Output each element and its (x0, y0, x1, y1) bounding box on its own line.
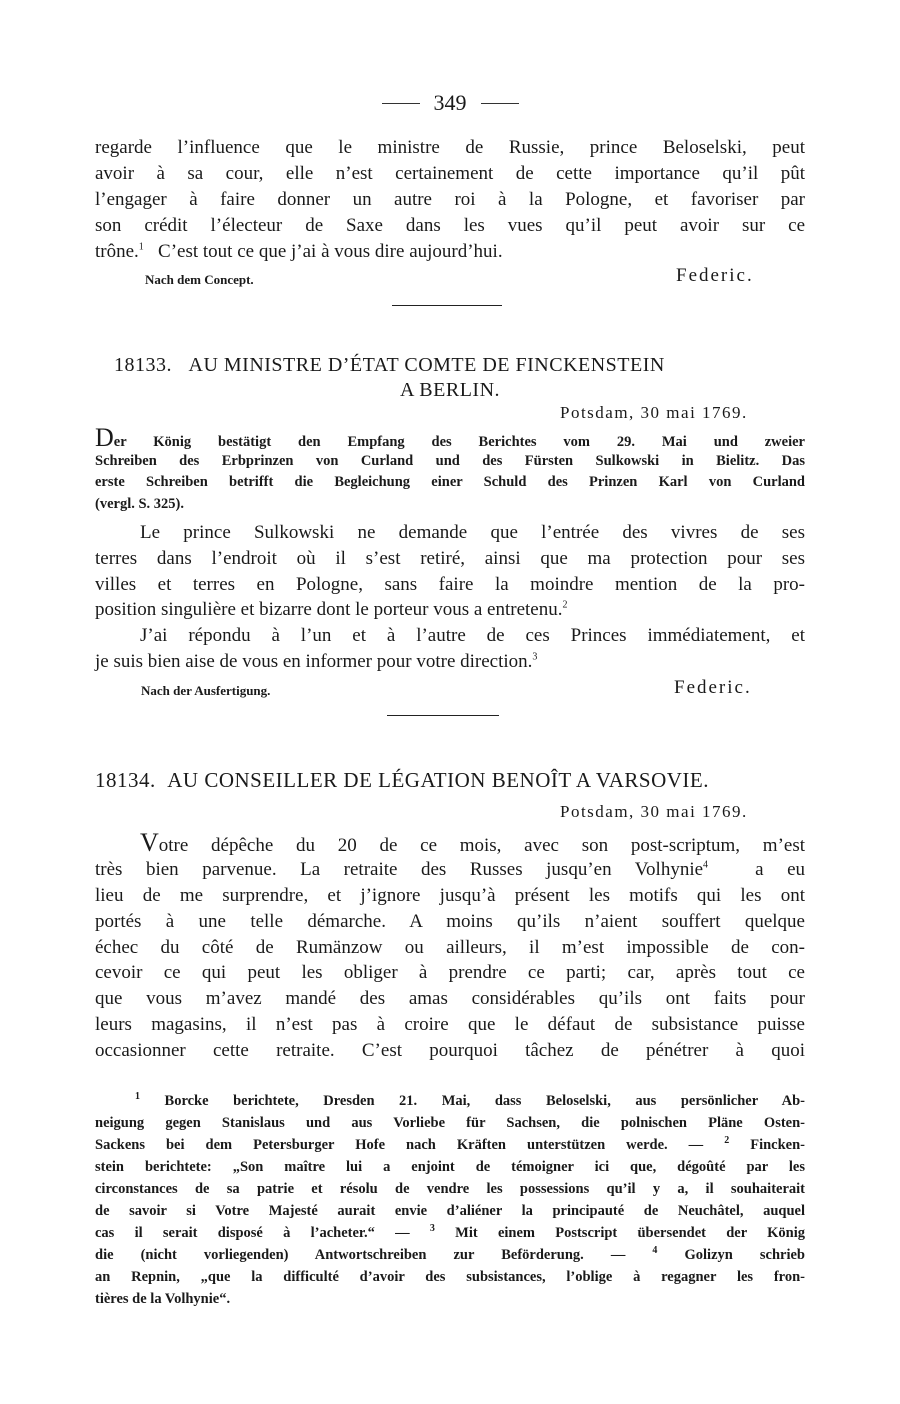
text-span: die (nicht vorliegenden) Antwortschreiben zur Beförderung. — (95, 1247, 626, 1263)
text-span: très bien parvenue. La retraite des Russes jusqu’en Volhynie (95, 859, 704, 880)
text-line (95, 649, 805, 675)
letter-recipient: AU MINISTRE D’ÉTAT COMTE DE FINCKENSTEIN (188, 354, 665, 376)
header-dash-left (382, 103, 420, 104)
page-header (0, 90, 900, 120)
text-line: J’ai répondu à l’un et à l’autre de ces Princes immédiatement, et (140, 625, 805, 646)
footnote-line: circonstances de sa patrie et résolu de vendre les possessions qu’il y a, il souhaiterait (95, 1181, 805, 1197)
letter-heading (114, 354, 665, 377)
initial-capital: D (95, 423, 114, 452)
footnote-line: stein berichtete: „Son maître lui a enjoint de témoigner ici que, dégoûté par les (95, 1159, 805, 1175)
footnote-line: neigung gegen Stanislaus und aus Vorliebe für Sachsen, die polnischen Pläne Osten- (95, 1115, 805, 1131)
footnote-line (95, 1222, 805, 1244)
letter-heading (95, 768, 709, 793)
text-line: terres dans l’endroit où il s’est retiré, ainsi que ma protection pour ses (95, 548, 805, 569)
footnote-marker: 2 (724, 1135, 730, 1147)
text-span: Sackens bei dem Petersburger Hofe nach Kräften unterstützen werde. — (95, 1137, 704, 1153)
text-line: cevoir ce qui peut les obliger à prendre ce parti; car, après tout ce (95, 962, 805, 983)
footnote-line (95, 1244, 805, 1266)
footnote-marker: 2 (562, 599, 568, 611)
text-line: avoir à sa cour, elle n’est certainement de cette importance qu’il pût (95, 163, 805, 184)
footnote-line: de savoir si Votre Majesté aurait envie d’aliéner la principauté de Neuchâtel, auquel (95, 1203, 805, 1219)
text-line: portés à une telle démarche. A moins qu’ils n’aient souffert quelque (95, 911, 805, 932)
text-line: leurs magasins, il n’est pas à croire que le défaut de subsistance puisse (95, 1014, 805, 1035)
header-dash-right (481, 103, 519, 104)
summary-line: Schreiben des Erbprinzen von Curland und des Fürsten Sulkowski in Bielitz. Das (95, 453, 805, 469)
footnote-marker: 1 (138, 241, 144, 253)
text-line (95, 597, 805, 623)
source-note: Nach der Ausfertigung. (141, 683, 271, 698)
footnote-marker: 3 (429, 1223, 435, 1235)
text-line: lieu de me surprendre, et j’ignore jusqu’à présent les motifs qui les ont (95, 885, 805, 906)
text-line: Le prince Sulkowski ne demande que l’entrée des vivres de ses (140, 522, 805, 543)
letter-heading-location: A BERLIN. (399, 379, 501, 401)
letter-number: 18134. (95, 768, 156, 792)
signature: Federic. (676, 265, 754, 286)
text-line (140, 830, 805, 859)
text-line: l’engager à faire donner un autre roi à la Pologne, et favoriser par (95, 189, 805, 210)
summary-line (95, 423, 805, 453)
text-span: Borcke berichtete, Dresden 21. Mai, dass Beloselski, aus persönlicher Ab- (164, 1093, 805, 1109)
text-span: position singulière et bizarre dont le porteur vous a entretenu. (95, 599, 563, 620)
text-line: que vous m’avez mandé des amas considérables qu’ils ont faits pour (95, 988, 805, 1009)
page-number: 349 (433, 90, 467, 115)
footnote-marker: 1 (135, 1091, 140, 1103)
text-span: cas il serait disposé à l’acheter.“ — (95, 1225, 410, 1241)
text-line: villes et terres en Pologne, sans faire la moindre mention de la pro- (95, 574, 805, 595)
letter-recipient: AU CONSEILLER DE LÉGATION BENOÎT A VARSOVIE. (167, 768, 709, 792)
signature: Federic. (674, 677, 752, 698)
source-note: Nach dem Concept. (145, 272, 254, 287)
footnote-line: tières de la Volhynie“. (95, 1291, 231, 1307)
text-span: er König bestätigt den Empfang des Berichtes vom 29. Mai und zweier (113, 434, 805, 450)
text-span: trône. (95, 241, 139, 262)
text-line: occasionner cette retraite. C’est pourquoi tâchez de pénétrer à quoi (95, 1040, 805, 1061)
text-line (95, 857, 805, 883)
footnote-marker: 4 (703, 859, 709, 871)
dateline: Potsdam, 30 mai 1769. (560, 802, 748, 821)
footnote-marker: 4 (652, 1245, 658, 1257)
letter-number: 18133. (114, 354, 172, 376)
footnote-marker: 3 (532, 651, 538, 663)
footnote-line (135, 1090, 805, 1112)
text-line: regarde l’influence que le ministre de Russie, prince Beloselski, peut (95, 137, 805, 158)
section-divider (387, 715, 499, 716)
text-span: a eu (755, 859, 806, 880)
footnote-line (95, 1134, 805, 1156)
section-divider (392, 305, 502, 306)
text-span: C’est tout ce que j’ai à vous dire aujourd’hui. (158, 241, 503, 262)
text-line: échec du côté de Rumänzow ou ailleurs, il m’est impossible de con- (95, 937, 805, 958)
text-span: Mit einem Postscript übersendet der König (455, 1225, 805, 1241)
text-span: Fincken- (750, 1137, 806, 1153)
summary-line: (vergl. S. 325). (95, 496, 184, 512)
initial-capital: V (140, 828, 159, 857)
text-span: je suis bien aise de vous en informer pour votre direction. (95, 651, 533, 672)
summary-line: erste Schreiben betrifft die Begleichung einer Schuld des Prinzen Karl von Curland (95, 474, 805, 490)
footnote-line: an Repnin, „que la difficulté d’avoir des subsistances, l’oblige à regagner les fron- (95, 1269, 805, 1285)
dateline: Potsdam, 30 mai 1769. (560, 403, 748, 422)
text-span: otre dépêche du 20 de ce mois, avec son post-scriptum, m’est (158, 835, 805, 856)
text-line: son crédit l’électeur de Saxe dans les vues qu’il peut avoir sur ce (95, 215, 805, 236)
text-span: Golizyn schrieb (684, 1247, 805, 1263)
text-line (95, 239, 805, 265)
